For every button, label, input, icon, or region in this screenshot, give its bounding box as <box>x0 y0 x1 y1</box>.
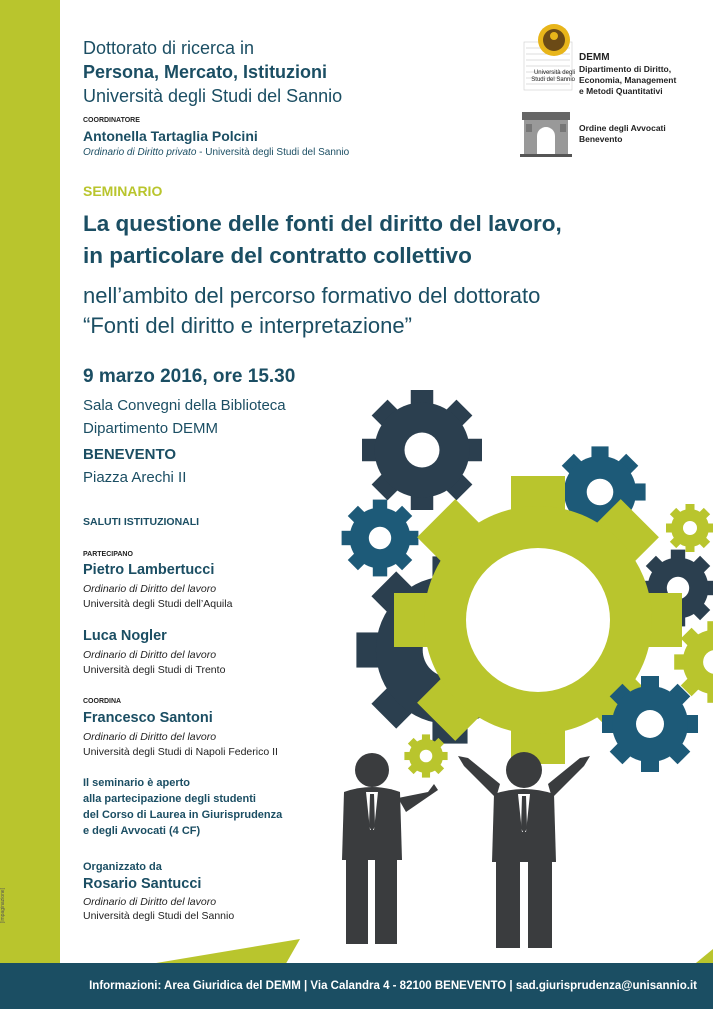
coordinator-role-italic: Ordinario di Diritto privato <box>83 147 197 158</box>
participant-2-role: Ordinario di Diritto del lavoro <box>83 649 217 661</box>
open-note-line-3: del Corso di Laurea in Giurisprudenza <box>83 809 283 821</box>
organized-by-label: Organizzato da <box>83 861 162 873</box>
participant-1-role: Ordinario di Diritto del lavoro <box>83 583 217 595</box>
seminar-label: SEMINARIO <box>83 183 163 199</box>
event-date-time: 9 marzo 2016, ore 15.30 <box>83 366 296 387</box>
left-accent-band <box>0 0 60 1009</box>
participant-2-name: Luca Nogler <box>83 628 167 644</box>
person-left-figure <box>342 753 438 944</box>
demm-line-2: Economia, Management <box>579 75 677 85</box>
chair-university: Università degli Studi di Napoli Federico II <box>83 746 278 758</box>
chair-label: COORDINA <box>83 698 122 705</box>
seminar-subtitle-line-2: “Fonti del diritto e interpretazione” <box>83 313 412 338</box>
event-address: Piazza Arechi II <box>83 469 187 486</box>
coordinator-name: Antonella Tartaglia Polcini <box>83 128 258 144</box>
participant-1-university: Università degli Studi dell’Aquila <box>83 598 233 610</box>
footer-info: Informazioni: Area Giuridica del DEMM | Via Calandra 4 - 82100 BENEVENTO | sad.giurisprudenza@unisannio.it <box>89 980 697 992</box>
demm-line-1: Dipartimento di Diritto, <box>579 64 672 74</box>
seminar-subtitle-line-1: nell’ambito del percorso formativo del dottorato <box>83 283 541 308</box>
chair-role: Ordinario di Diritto del lavoro <box>83 731 217 743</box>
organizer-name: Rosario Santucci <box>83 876 202 892</box>
organizer-role: Ordinario di Diritto del lavoro <box>83 896 217 908</box>
participants-label: PARTECIPANO <box>83 551 133 558</box>
demm-title: DEMM <box>579 52 610 63</box>
venue-line-1: Sala Convegni della Biblioteca <box>83 397 286 414</box>
coordinator-role <box>83 147 349 158</box>
venue-line-2: Dipartimento DEMM <box>83 420 219 437</box>
open-note-line-4: e degli Avvocati (4 CF) <box>83 825 201 837</box>
gears-illustration <box>300 380 713 960</box>
side-note: [impaginazione] <box>0 887 6 923</box>
participant-1-name: Pietro Lambertucci <box>83 562 215 578</box>
university-name: Università degli Studi del Sannio <box>83 86 343 106</box>
greetings-label: SALUTI ISTITUZIONALI <box>83 516 200 528</box>
participant-2-university: Università degli Studi di Trento <box>83 664 226 676</box>
coordinator-role-rest: - Università degli Studi del Sannio <box>196 147 350 158</box>
seminar-title-line-2: in particolare del contratto collettivo <box>83 243 472 268</box>
chair-name: Francesco Santoni <box>83 710 213 726</box>
avvocati-line-1: Ordine degli Avvocati <box>579 123 666 133</box>
event-city: BENEVENTO <box>83 446 177 463</box>
person-right-figure <box>458 752 590 948</box>
coordinator-label: COORDINATORE <box>83 117 140 124</box>
seminar-title-line-1: La questione delle fonti del diritto del lavoro, <box>83 211 562 236</box>
open-note-line-2: alla partecipazione degli studenti <box>83 793 256 805</box>
arch-of-trajan-icon <box>520 108 572 158</box>
open-note-line-1: Il seminario è aperto <box>83 777 190 789</box>
unisannio-logo-text: Università degli Studi del Sannio <box>531 70 575 83</box>
program-intro: Dottorato di ricerca in <box>83 38 255 58</box>
organizer-university: Università degli Studi del Sannio <box>83 910 235 922</box>
demm-line-3: e Metodi Quantitativi <box>579 86 663 96</box>
program-name: Persona, Mercato, Istituzioni <box>83 62 328 82</box>
avvocati-line-2: Benevento <box>579 134 623 144</box>
footer-bar <box>0 963 713 1009</box>
